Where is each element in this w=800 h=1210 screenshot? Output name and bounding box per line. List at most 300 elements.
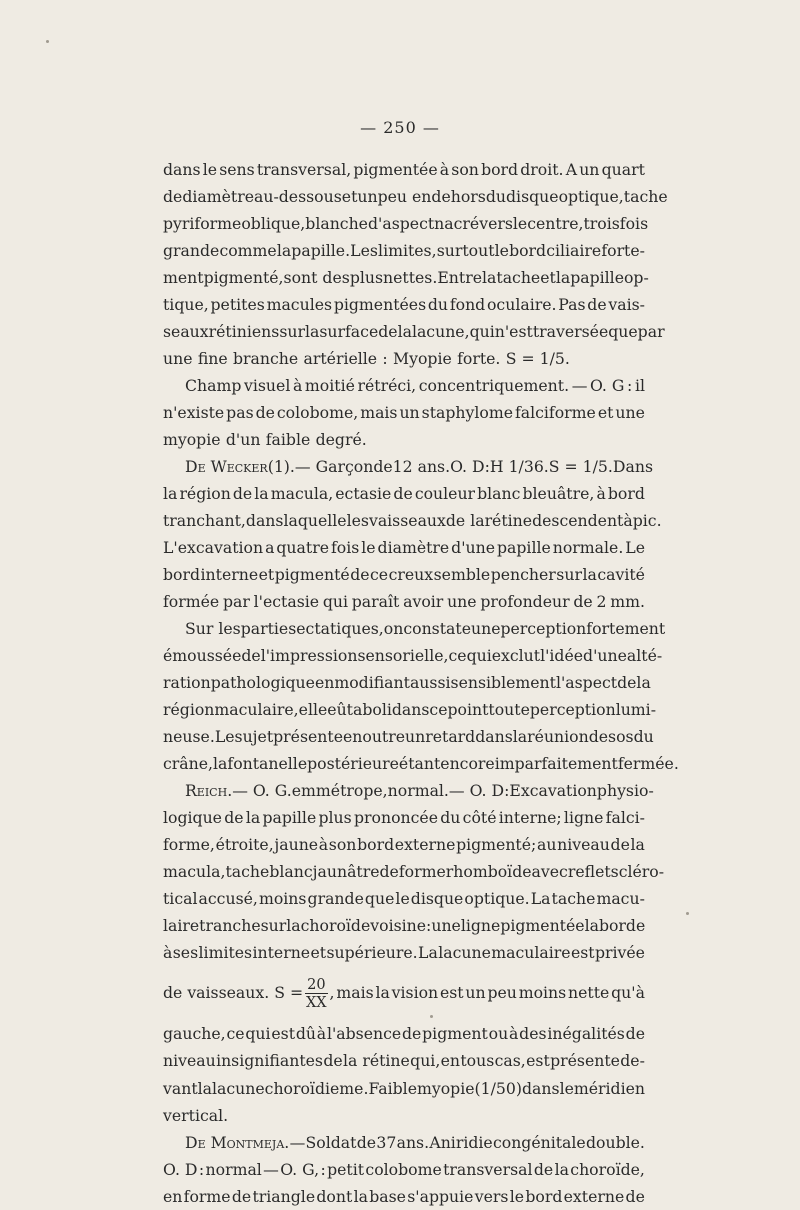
word: visuel xyxy=(244,376,291,396)
word: macula, xyxy=(270,484,334,504)
word: vaisseaux xyxy=(368,511,446,531)
word: Sur les xyxy=(185,619,241,639)
word: imparfaitement xyxy=(494,754,618,774)
word: la xyxy=(286,916,301,936)
word: rétine xyxy=(484,511,533,531)
word: ou xyxy=(488,1024,509,1044)
text-line xyxy=(163,1075,645,1102)
word: ectatiques, xyxy=(296,619,384,639)
word: d'aspect xyxy=(367,214,435,234)
text-line xyxy=(163,480,645,507)
word: de xyxy=(625,1186,645,1206)
text-line xyxy=(163,615,666,642)
word: papille xyxy=(570,268,624,288)
word: qu'à xyxy=(611,983,645,1003)
word: blanc xyxy=(477,484,521,504)
word: s'appuie xyxy=(407,1186,474,1206)
word: limites, xyxy=(378,241,437,261)
word: qui xyxy=(469,322,495,342)
word: papille xyxy=(497,538,551,558)
word: nettes. xyxy=(383,268,438,288)
word: myopie xyxy=(417,1078,475,1098)
word: S = 1/5. xyxy=(548,457,613,477)
word: externe xyxy=(563,1186,625,1206)
text-line xyxy=(163,588,645,615)
word: surtout xyxy=(436,241,495,261)
word: centre, xyxy=(527,214,584,234)
word: bord xyxy=(509,241,547,261)
text-line xyxy=(163,399,645,426)
word: supérieure. xyxy=(326,943,418,963)
word: moins xyxy=(258,889,307,909)
text-line xyxy=(163,939,645,966)
word: d'une xyxy=(451,538,496,558)
word: la xyxy=(554,1159,569,1179)
word: disque xyxy=(410,889,464,909)
word: à xyxy=(439,160,450,179)
word: bleuâtre, xyxy=(522,484,595,504)
fraction-line xyxy=(163,966,645,1020)
word: quatre xyxy=(276,538,329,558)
word: vais- xyxy=(608,295,645,315)
word: pigmenté, xyxy=(203,268,284,288)
word: à xyxy=(623,511,633,531)
word: disque xyxy=(506,187,559,207)
word: moitié xyxy=(304,376,355,396)
word: que xyxy=(364,889,395,909)
word: oculaire. xyxy=(486,295,557,315)
word: la xyxy=(375,983,390,1003)
word: qui xyxy=(322,592,348,612)
page-number: — 250 — xyxy=(360,118,440,137)
text-line xyxy=(163,561,645,588)
word: au xyxy=(536,835,557,855)
word: la xyxy=(245,808,261,828)
word: et xyxy=(540,268,556,288)
word: sont des xyxy=(283,268,350,288)
word: sensiblement xyxy=(450,673,556,693)
word: pas xyxy=(226,403,254,423)
word: une xyxy=(431,916,461,936)
word: de xyxy=(378,322,398,342)
text-line xyxy=(163,1156,645,1183)
word: colobome, xyxy=(276,403,359,423)
word: petites xyxy=(210,295,265,315)
word: en xyxy=(314,673,335,693)
word: normale. xyxy=(552,538,624,558)
word: une xyxy=(615,403,645,423)
word: dont xyxy=(316,1186,353,1206)
text-line xyxy=(163,453,653,480)
word: dans xyxy=(245,511,284,531)
text-line xyxy=(163,183,668,210)
word: la xyxy=(254,484,269,504)
word: modifiant xyxy=(334,673,410,693)
word: — xyxy=(263,1159,279,1179)
word: Dans xyxy=(612,457,653,477)
word: une xyxy=(470,619,501,639)
word: est xyxy=(526,1051,550,1071)
word: son xyxy=(328,835,357,855)
word: le xyxy=(361,538,376,558)
word: trois xyxy=(583,214,620,234)
text-line xyxy=(163,966,645,1020)
word: ment xyxy=(163,268,204,288)
word: bord xyxy=(357,835,395,855)
word: ration xyxy=(163,673,211,693)
word: la xyxy=(197,1078,212,1098)
word: l'ectasie xyxy=(253,592,320,612)
word: du xyxy=(440,808,461,828)
word: De Montmeja. xyxy=(185,1132,290,1152)
word: eût xyxy=(327,700,353,720)
word: fois xyxy=(619,214,649,234)
word: le xyxy=(202,160,218,179)
word: qui xyxy=(245,1024,271,1044)
word: du xyxy=(427,295,449,315)
word: interne xyxy=(252,943,311,963)
word: tache xyxy=(225,862,270,882)
word: A xyxy=(565,160,578,179)
word: à xyxy=(318,835,329,855)
word: — O. D xyxy=(448,781,505,801)
word: emmétrope, xyxy=(291,781,388,801)
word: formée xyxy=(163,592,220,612)
word: diamètre xyxy=(182,187,254,207)
word: et xyxy=(341,187,358,207)
word: vers xyxy=(479,214,513,234)
word: région xyxy=(163,700,215,720)
word: optique, xyxy=(558,187,624,207)
word: pigmentée xyxy=(500,916,585,936)
word: degré. xyxy=(315,430,367,450)
word: du xyxy=(633,727,654,747)
word: la rétine xyxy=(342,1051,410,1071)
word: — xyxy=(289,1132,306,1152)
word: de xyxy=(356,1132,377,1152)
word: creux xyxy=(388,565,434,585)
word: tranchant, xyxy=(163,511,246,531)
word: de xyxy=(350,565,370,585)
word: outre xyxy=(362,727,406,747)
word: ligne xyxy=(563,808,604,828)
word: mais xyxy=(360,403,398,423)
word: de xyxy=(163,187,183,207)
word: O. G xyxy=(589,376,625,396)
word: pigment xyxy=(422,1024,488,1044)
word: en xyxy=(342,727,363,747)
word: interne xyxy=(200,565,259,585)
word: maculaire xyxy=(491,943,571,963)
word: lacune xyxy=(212,1078,265,1098)
word: pigmenté xyxy=(274,565,350,585)
word: dans xyxy=(522,1078,560,1098)
word: myopie xyxy=(163,430,221,450)
word: elle xyxy=(298,700,328,720)
word: externe xyxy=(394,835,456,855)
word: dans xyxy=(391,700,430,720)
word: De Wecker xyxy=(185,457,268,477)
word: à xyxy=(163,943,173,963)
word: de xyxy=(625,1024,645,1044)
word: de xyxy=(402,1024,422,1044)
word: avoir xyxy=(403,592,444,612)
word: dehors xyxy=(431,187,486,207)
word: l'impression xyxy=(260,646,358,666)
word: forme xyxy=(398,862,446,882)
text-line xyxy=(163,318,665,345)
word: ce xyxy=(448,646,467,666)
word: laire xyxy=(163,916,200,936)
word: de xyxy=(533,1159,554,1179)
text-line xyxy=(163,210,649,237)
word: pyriforme xyxy=(163,214,242,234)
text-line xyxy=(163,885,645,912)
word: transversal, xyxy=(256,160,352,179)
word: — Garçon xyxy=(294,457,374,477)
text-line xyxy=(163,696,657,723)
word: macu- xyxy=(596,889,645,909)
text-line xyxy=(163,1102,645,1129)
word: une xyxy=(163,349,193,369)
text-line xyxy=(163,1020,645,1047)
text-line xyxy=(163,534,645,561)
word: : xyxy=(382,349,388,369)
paper-speck xyxy=(686,912,689,915)
word: nacré xyxy=(434,214,480,234)
word: de xyxy=(232,484,253,504)
word: est xyxy=(439,983,464,1003)
word: O. G, xyxy=(280,1159,320,1179)
word: on xyxy=(383,619,404,639)
word: Entre xyxy=(437,268,483,288)
word: ligne xyxy=(460,916,501,936)
word: rhomboïde xyxy=(445,862,532,882)
word: prononcée xyxy=(353,808,438,828)
word: de xyxy=(323,1051,343,1071)
word: est xyxy=(570,943,595,963)
word: cavité xyxy=(597,565,645,585)
word: forme xyxy=(183,1186,231,1206)
word: falci- xyxy=(605,808,645,828)
word: 2 xyxy=(596,592,607,612)
word: blanc xyxy=(269,862,313,882)
word: retard xyxy=(425,727,476,747)
word: la xyxy=(397,322,412,342)
word: sujet xyxy=(234,727,274,747)
word: macula, xyxy=(163,862,226,882)
word: de xyxy=(224,808,244,828)
word: dû xyxy=(295,1024,316,1044)
word: ce xyxy=(429,700,448,720)
word: interne; xyxy=(498,808,562,828)
word: neuse. xyxy=(163,727,215,747)
text-line xyxy=(163,831,645,858)
word: un xyxy=(579,160,600,179)
word: surface xyxy=(319,322,379,342)
word: n'existe xyxy=(163,403,225,423)
text-line xyxy=(163,804,645,831)
word: à xyxy=(316,1024,327,1044)
word: la xyxy=(213,754,228,774)
paper-speck xyxy=(46,40,49,43)
word: d'une xyxy=(583,646,627,666)
word: pathologique xyxy=(210,673,315,693)
word: rétréci, xyxy=(357,376,417,396)
word: du xyxy=(485,187,507,207)
word: un xyxy=(405,727,426,747)
word: Champ xyxy=(185,376,242,396)
word: Les xyxy=(350,241,378,261)
word: branche xyxy=(233,349,299,369)
word: sur xyxy=(279,322,305,342)
word: normal xyxy=(205,1159,262,1179)
word: de xyxy=(617,673,637,693)
word: de xyxy=(231,1186,252,1206)
word: la xyxy=(584,916,599,936)
word: de xyxy=(573,592,593,612)
word: la xyxy=(163,484,178,504)
word: de xyxy=(379,862,399,882)
word: parties xyxy=(240,619,297,639)
word: avec xyxy=(531,862,568,882)
text-line xyxy=(163,912,645,939)
word: côté xyxy=(462,808,497,828)
text-line xyxy=(163,642,663,669)
word: a xyxy=(265,538,275,558)
word: fermée. xyxy=(617,754,679,774)
word: région xyxy=(179,484,231,504)
word: nette xyxy=(568,983,610,1003)
word: physio- xyxy=(596,781,654,801)
word: dans xyxy=(475,727,513,747)
word: logique xyxy=(163,808,222,828)
word: de- xyxy=(620,1051,645,1071)
word: seaux xyxy=(163,322,209,342)
word: bord xyxy=(163,565,201,585)
word: de xyxy=(393,484,413,504)
word: lumi- xyxy=(615,700,657,720)
word: cas, xyxy=(494,1051,526,1071)
word: la xyxy=(512,727,528,747)
word: profondeur xyxy=(480,592,570,612)
word: papille. xyxy=(291,241,351,261)
word: le xyxy=(494,241,509,261)
word: une xyxy=(447,592,477,612)
word: pencher xyxy=(490,565,556,585)
word: méridien xyxy=(573,1078,645,1098)
word: ses xyxy=(172,943,199,963)
word: os xyxy=(616,727,634,747)
word: la xyxy=(304,322,320,342)
word: : xyxy=(627,376,633,396)
word: ciliaire xyxy=(546,241,602,261)
word: double. xyxy=(586,1132,645,1152)
word: le xyxy=(395,889,410,909)
word: jaune xyxy=(274,835,319,855)
word: le xyxy=(512,214,528,234)
word: d'un xyxy=(225,430,261,450)
word: accusé, xyxy=(198,889,258,909)
word: pigmentées xyxy=(333,295,427,315)
word: présente xyxy=(550,1051,620,1071)
word: papille xyxy=(262,808,317,828)
text-line xyxy=(163,1183,645,1210)
word: bord xyxy=(481,160,519,179)
word: étant xyxy=(398,754,441,774)
word: Aniridie xyxy=(429,1132,493,1152)
word: base xyxy=(369,1186,406,1206)
word: de xyxy=(610,835,630,855)
word: semble xyxy=(433,565,491,585)
word: à xyxy=(292,376,303,396)
word: vision xyxy=(391,983,439,1003)
word: fortement xyxy=(586,619,666,639)
text-line xyxy=(163,237,645,264)
word: — xyxy=(571,376,588,396)
word: : xyxy=(426,916,432,936)
word: limites xyxy=(198,943,253,963)
word: Soldat xyxy=(305,1132,357,1152)
word: de xyxy=(241,646,261,666)
word: en xyxy=(440,1051,461,1071)
text-line xyxy=(163,372,645,399)
word: de xyxy=(587,295,607,315)
word: plus xyxy=(318,808,352,828)
word: : xyxy=(484,457,490,477)
word: peu xyxy=(487,983,517,1003)
word: ce xyxy=(370,565,389,585)
word: bord xyxy=(607,484,645,504)
word: congénitale xyxy=(492,1132,586,1152)
text-line xyxy=(163,345,645,372)
word: exclut xyxy=(491,646,541,666)
word: couleur xyxy=(414,484,476,504)
text-line xyxy=(163,291,645,318)
word: Le xyxy=(625,538,645,558)
word: l'aspect xyxy=(555,673,618,693)
word: La xyxy=(530,889,551,909)
word: L'excavation xyxy=(163,538,264,558)
word: dans xyxy=(163,160,201,179)
word: sur xyxy=(556,565,582,585)
word: forte. xyxy=(457,349,501,369)
word: des xyxy=(519,1024,547,1044)
word: falciforme xyxy=(514,403,596,423)
word: le xyxy=(509,1186,525,1206)
word: présente xyxy=(273,727,343,747)
word: tache xyxy=(496,268,541,288)
word: grande xyxy=(163,241,220,261)
word: S = 1/5. xyxy=(505,349,570,369)
word: pigmenté; xyxy=(456,835,537,855)
word: descendent xyxy=(532,511,624,531)
word: tranche xyxy=(199,916,261,936)
word: fine xyxy=(197,349,228,369)
word: tique, xyxy=(163,295,209,315)
word: sur xyxy=(260,916,287,936)
word: gauche, xyxy=(163,1024,226,1044)
word: et xyxy=(258,565,275,585)
word: : xyxy=(504,781,510,801)
word: tous xyxy=(460,1051,495,1071)
fraction xyxy=(305,978,327,1011)
word: vant xyxy=(163,1078,198,1098)
word: l'absence xyxy=(326,1024,402,1044)
word: encore xyxy=(440,754,495,774)
word: choroïde, xyxy=(570,1159,645,1179)
word: peu en xyxy=(377,187,432,207)
